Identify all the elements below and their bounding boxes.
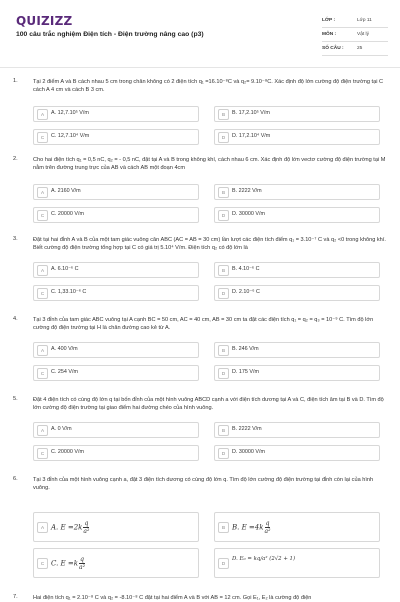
option-c[interactable]: [33, 207, 199, 223]
option-c[interactable]: [33, 445, 199, 461]
option-text: A. 0 V/m: [51, 426, 72, 432]
option-text: B. 17,2.10⁵ V/m: [232, 110, 270, 116]
option-letter: D: [218, 132, 229, 143]
option-text: D. 30000 V/m: [232, 211, 265, 217]
option-a[interactable]: [33, 262, 199, 278]
option-a[interactable]: [33, 184, 199, 200]
option-letter: C: [37, 448, 48, 459]
option-text: A. 12,7.10⁵ V/m: [51, 110, 89, 116]
option-text: D. 175 V/m: [232, 369, 259, 375]
option-b[interactable]: [214, 512, 380, 542]
option-c[interactable]: [33, 285, 199, 301]
fraction: [83, 520, 89, 535]
fraction-denominator: a²: [79, 564, 85, 571]
meta-label: SỐ CÂU :: [322, 46, 344, 51]
option-letter: A: [37, 187, 48, 198]
option-text: B. 246 V/m: [232, 346, 259, 352]
option-b[interactable]: [214, 262, 380, 278]
option-letter: A: [37, 345, 48, 356]
option-letter: A: [37, 109, 48, 120]
option-letter: C: [37, 132, 48, 143]
option-letter: C: [37, 368, 48, 379]
question-number: 6.: [13, 476, 18, 482]
option-text: B. 2222 V/m: [232, 188, 262, 194]
header-divider: [0, 67, 400, 68]
question-text: Hai điện tích q₁ = 2.10⁻⁸ C và q₂ = -8.10⁻⁸ C đặt tại hai điểm A và B với AB = 12 cm. Gọi E₁, E₂ là cường độ điện: [33, 595, 312, 601]
option-letter: C: [37, 558, 48, 569]
question-number: 4.: [13, 316, 18, 322]
quizizz-logo: QUIZIZZ: [16, 14, 73, 28]
fraction: [265, 520, 271, 535]
option-a[interactable]: [33, 106, 199, 122]
option-text: A. 2160 V/m: [51, 188, 81, 194]
question-number: 5.: [13, 396, 18, 402]
option-letter: D: [218, 558, 229, 569]
option-letter: B: [218, 522, 229, 533]
option-b[interactable]: [214, 422, 380, 438]
option-text: A. 6.10⁻⁶ C: [51, 266, 79, 272]
option-d[interactable]: [214, 207, 380, 223]
meta-value: 25: [357, 46, 363, 51]
question-number: 1.: [13, 78, 18, 84]
option-letter: B: [218, 425, 229, 436]
option-letter: A: [37, 425, 48, 436]
option-text: C. 1,33.10⁻⁶ C: [51, 289, 87, 295]
question-text: Đặt 4 điện tích có cùng độ lớn q tại bốn đỉnh của một hình vuông ABCD cạnh a với điện tích dương tại A và C, điện tích âm tại B và D. Tìm độ lớn cường độ điện trường tại giao điểm hai đường chéo của hình vuông.: [33, 397, 384, 411]
option-d[interactable]: [214, 129, 380, 145]
header: [0, 0, 400, 66]
option-a[interactable]: [33, 512, 199, 542]
option-c[interactable]: [33, 548, 199, 578]
option-letter: D: [218, 368, 229, 379]
option-text: A. 400 V/m: [51, 346, 78, 352]
option-c[interactable]: [33, 129, 199, 145]
meta-value: Lớp 11: [357, 18, 372, 23]
option-text: C. 20000 V/m: [51, 211, 84, 217]
option-d[interactable]: [214, 365, 380, 381]
option-letter: D: [218, 448, 229, 459]
meta-table: [322, 14, 388, 56]
fraction-numerator: q: [84, 520, 89, 527]
page-title: 100 câu trắc nghiệm Điện tích - Điện trường nâng cao (p3): [16, 31, 204, 38]
meta-row-count: [322, 42, 388, 56]
fraction: [79, 556, 85, 571]
formula-text: [232, 520, 270, 535]
option-d[interactable]: [214, 445, 380, 461]
fraction-numerator: q: [80, 556, 84, 563]
meta-row-class: [322, 14, 388, 28]
option-letter: B: [218, 345, 229, 356]
question-text: Đặt tại hai đỉnh A và B của một tam giác vuông cân ABC (AC = AB = 30 cm) lần lượt các điện tích điểm q₁ = 3.10⁻⁷ C và q₂ <0 trong không khí. Biết cường độ điện trường tổng hợp tại C có giá trị 5.10⁴ V/m. Điện tích q₂ có độ lớn là: [33, 237, 386, 251]
option-a[interactable]: [33, 422, 199, 438]
option-letter: A: [37, 265, 48, 276]
question-text: Cho hai điện tích q₁ = 0,5 nC, q₂ = - 0,5 nC, đặt tại A và B trong không khí, cách nhau 6 cm. Xác định độ lớn vectơ cường độ điện trường tại M nằm trên đường trung trực của AB và cách AB một đoạn 4cm: [33, 157, 386, 171]
option-text: D. 17,2.10⁴ V/m: [232, 133, 271, 139]
option-text: D. 2.10⁻⁶ C: [232, 289, 260, 295]
meta-label: MÔN :: [322, 32, 337, 37]
option-letter: D: [218, 288, 229, 299]
option-d[interactable]: [214, 285, 380, 301]
formula-lhs: C. E =k: [51, 559, 78, 568]
option-letter: C: [37, 288, 48, 299]
meta-row-subject: [322, 28, 388, 42]
fraction-denominator: a²: [264, 528, 271, 535]
question-number: 3.: [13, 236, 18, 242]
option-a[interactable]: [33, 342, 199, 358]
fraction-numerator: q: [265, 520, 270, 527]
option-letter: C: [37, 210, 48, 221]
option-b[interactable]: [214, 184, 380, 200]
question-text: Tại 3 đỉnh của tam giác ABC vuông tại A cạnh BC = 50 cm, AC = 40 cm, AB = 30 cm ta đặt các điện tích q₁ = q₂ = q₃ = 10⁻⁹ C. Tìm độ lớn cường độ điện trường tại H là chân đường cao kẻ từ A.: [33, 317, 374, 331]
option-c[interactable]: [33, 365, 199, 381]
option-text: C. 20000 V/m: [51, 449, 84, 455]
option-text: C. 254 V/m: [51, 369, 78, 375]
option-b[interactable]: [214, 106, 380, 122]
option-letter: B: [218, 265, 229, 276]
option-letter: B: [218, 109, 229, 120]
option-text: D. 30000 V/m: [232, 449, 265, 455]
question-text: Tại 3 đỉnh của một hình vuông cạnh a, đặt 3 điện tích dương có cùng độ lớn q. Tìm độ lớn cường độ điện trường tại đỉnh còn lại của hình vuông.: [33, 477, 374, 491]
option-letter: D: [218, 210, 229, 221]
question-text: Tại 2 điểm A và B cách nhau 5 cm trong chân không có 2 điện tích q₁ =16.10⁻⁸C và q₂= 9.10⁻⁸C. Xác định độ lớn cường độ điện trường tại C cách A 4 cm và cách B 3 cm.: [33, 79, 384, 93]
formula-text: [51, 556, 85, 571]
meta-label: LỚP :: [322, 18, 336, 23]
formula-text: D. E₀ = kq/a² (2√2 + 1): [232, 556, 296, 562]
fraction-denominator: a²: [83, 528, 90, 535]
formula-text: [51, 520, 89, 535]
formula-lhs: A. E =2k: [51, 523, 83, 532]
option-letter: B: [218, 187, 229, 198]
option-text: B. 2222 V/m: [232, 426, 262, 432]
option-b[interactable]: [214, 342, 380, 358]
option-d[interactable]: [214, 548, 380, 578]
question-number: 7.: [13, 594, 18, 600]
meta-value: Vật lý: [357, 32, 369, 37]
option-text: B. 4.10⁻⁶ C: [232, 266, 260, 272]
formula-lhs: B. E =4k: [232, 523, 264, 532]
option-text: C. 12,7.10⁴ V/m: [51, 133, 90, 139]
question-number: 2.: [13, 156, 18, 162]
option-letter: A: [37, 522, 48, 533]
